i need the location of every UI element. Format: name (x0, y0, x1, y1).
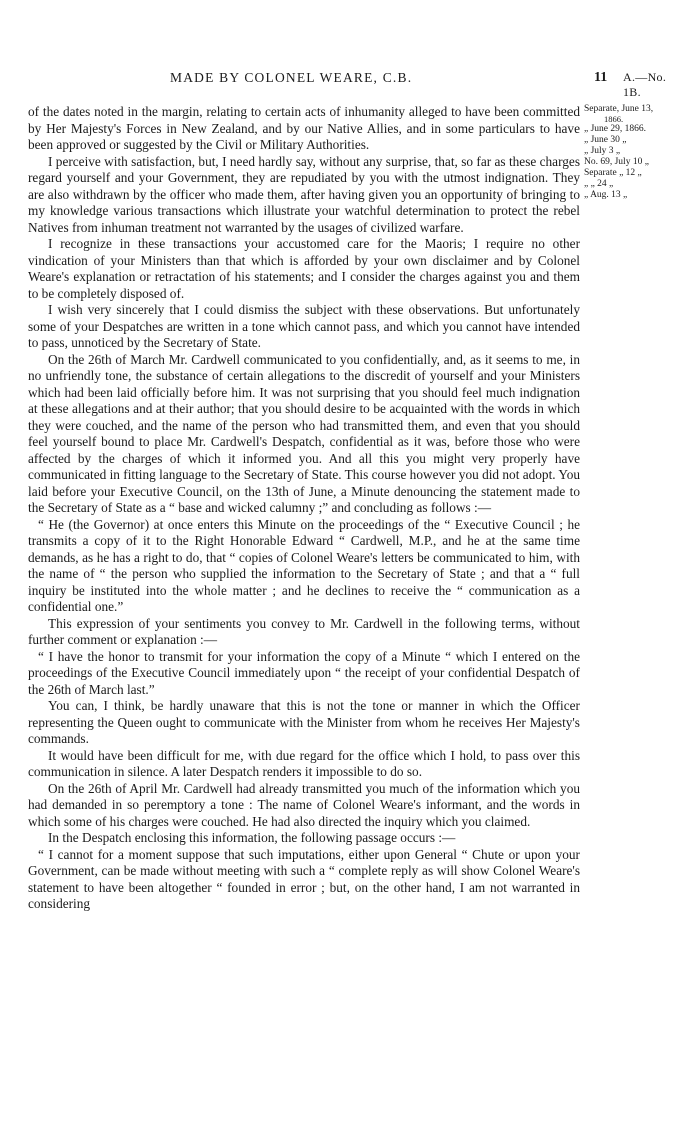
running-title: MADE BY COLONEL WEARE, C.B. (170, 70, 413, 85)
paragraph: On the 26th of March Mr. Cardwell communicated to you confidentially, and, as it seems to me, in no unfriendly tone, the substance of certain allegations to the discredit of yourself and your Ministers which had been laid officially before him. It was not surprising that you should feel much indignation at these allegations and at their author; that you should desire to be acquainted with the words in which they were couched, and the name of the person who had transmitted them, and even that you should feel yourself bound to place Mr. Cardwell's Despatch, confidential as it was, before those who were affected by the charges of which it informed you. And all this you might very properly have communicated in fitting language to the Secretary of State. This course however you did not adopt. You laid before your Executive Council, on the 13th of June, a Minute denouncing the statement made to the Secretary of State as a “ base and wicked calumny ;” and concluding as follows :— (28, 351, 580, 515)
quoted-paragraph: “ I have the honor to transmit for your information the copy of a Minute “ which I entered on the proceedings of the Executive Council immediately upon “ the receipt of your confidential Despatch of the 26th of March last.” (28, 648, 580, 697)
page-header (28, 70, 678, 99)
paragraph: I recognize in these transactions your accustomed care for the Maoris; I require no other vindication of your Ministers than that which is afforded by your own disclaimer and by Colonel Weare's explanation or retractation of his statements; and I consider the charges against you and them to be completely disposed of. (28, 236, 580, 301)
paragraph: You can, I think, be hardly unaware that this is not the tone or manner in which the Officer representing the Queen ought to communicate with the Minister from whom he receives Her Majesty's commands. (28, 698, 580, 746)
document-reference: A.—No. 1B. (623, 70, 667, 99)
paragraph: of the dates noted in the margin, relating to certain acts of inhumanity alleged to have been committed by Her Majesty's Forces in New Zealand, and by our Native Allies, and in some particulars to have been approved or suggested by the Civil or Military Authorities. (28, 104, 580, 152)
quoted-paragraph: “ I cannot for a moment suppose that such imputations, either upon General “ Chute or upon your Government, can be made without meeting with such a “ complete reply as will show Colonel Weare's statement to have been altogether “ founded in error ; but, on the other hand, I am not warranted in considering (28, 846, 580, 911)
margin-note: Separate, June 13, (584, 104, 654, 114)
paragraph: I wish very sincerely that I could dismiss the subject with these observations. But unfortunately some of your Despatches are written in a tone which cannot pass, and which you cannot have intended to pass, unnoticed by the Secretary of State. (28, 302, 580, 350)
margin-note: 1866. (604, 114, 624, 124)
paragraph: I perceive with satisfaction, but, I need hardly say, without any surprise, that, so far as these charges regard yourself and your Government, they are repudiated by you with the utmost indignation. They are also withdrawn by the officer who made them, after having given you an opportunity of bringing to my knowledge various transactions which illustrate your watchful determination to protect the rebel Natives from inhuman treatment not warranted by the usages of civilized warfare. (28, 153, 580, 235)
letter-body (28, 104, 580, 913)
margin-note: „ June 29, 1866. (584, 124, 647, 134)
quoted-paragraph: “ He (the Governor) at once enters this Minute on the proceedings of the “ Executive Council ; he transmits a copy of it to the Right Honorable Edward “ Cardwell, M.P., and he at the same time demands, as he has a right to do, that “ copies of Colonel Weare's letters be communicated to him, with the name of “ the person who supplied the information to the Secretary of State ; and that a “ full inquiry be instituted into the whole matter ; and he declines to receive the “ communication as a confidential one.” (28, 516, 580, 614)
paragraph: It would have been difficult for me, with due regard for the office which I hold, to pass over this communication in silence. A later Despatch renders it impossible to do so. (28, 747, 580, 779)
margin-notes (584, 104, 684, 201)
paragraph: In the Despatch enclosing this information, the following passage occurs :— (48, 830, 456, 845)
margin-note: Separate „ 12 „ (584, 168, 642, 178)
page-number: 11 (594, 70, 608, 85)
margin-note: „ Aug. 13 „ (584, 190, 628, 200)
margin-note: „ June 30 „ (584, 135, 627, 145)
paragraph: This expression of your sentiments you convey to Mr. Cardwell in the following terms, without further comment or explanation :— (28, 615, 580, 647)
paragraph: On the 26th of April Mr. Cardwell had already transmitted you much of the information which you had demanded in so peremptory a tone : The name of Colonel Weare's informant, and the words in which some of his charges were couched. He had also directed the inquiry which you claimed. (28, 780, 580, 829)
margin-note: „ July 3 „ (584, 146, 621, 156)
margin-note: No. 69, July 10 „ (584, 157, 649, 167)
margin-note: „ „ 24 „ (584, 179, 614, 189)
